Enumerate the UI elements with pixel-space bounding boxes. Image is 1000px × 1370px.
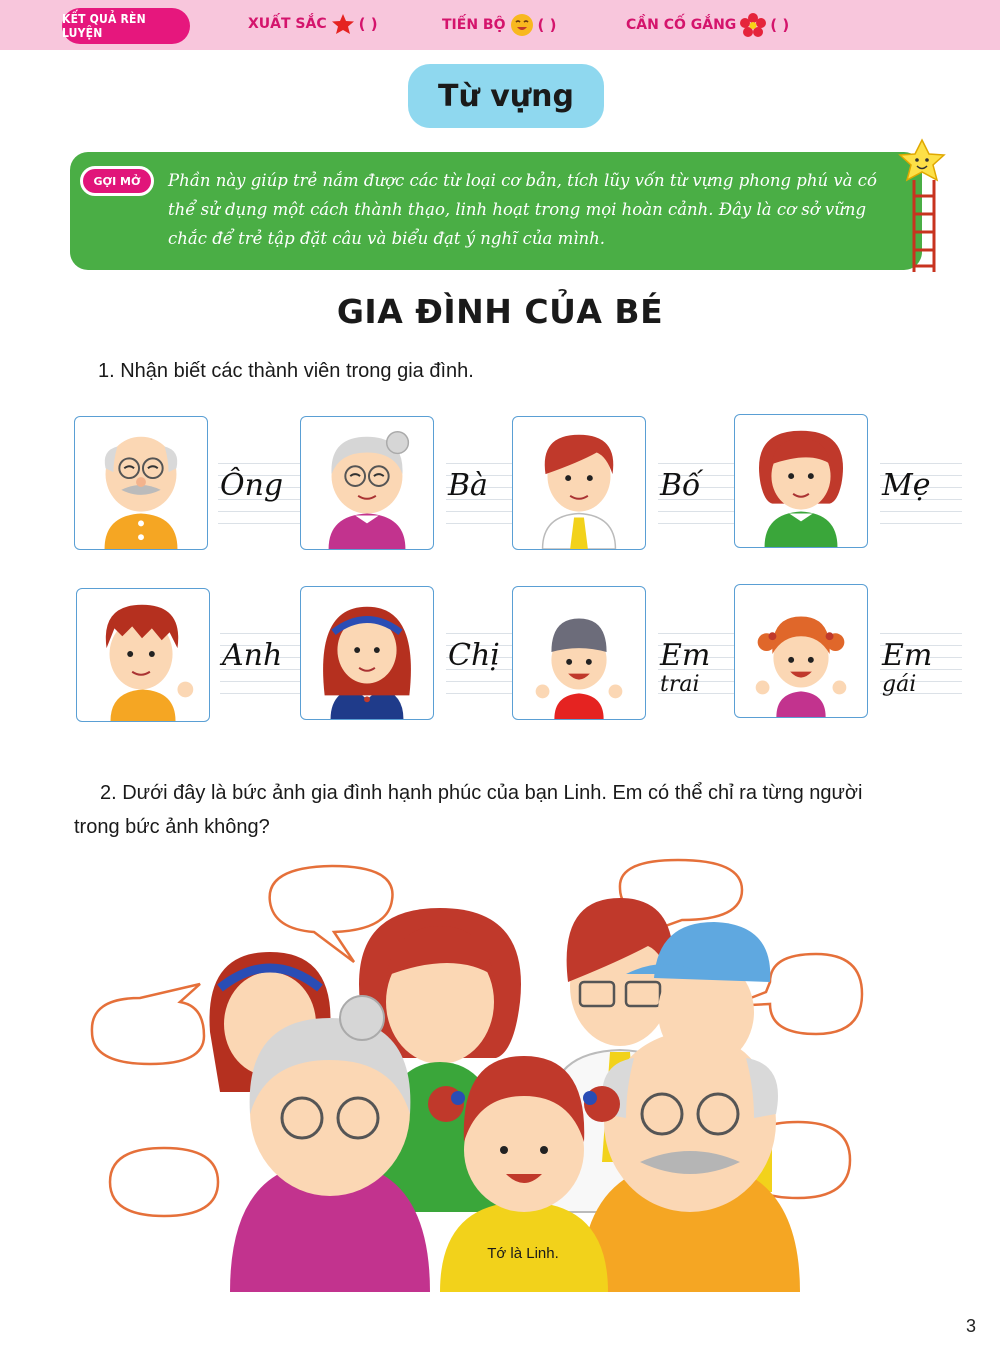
- rating-try-harder-box[interactable]: ( ): [770, 16, 790, 34]
- intro-box: [70, 152, 922, 270]
- linh-caption: Tớ là Linh.: [487, 1244, 559, 1262]
- word-father-text: Bố: [660, 468, 701, 503]
- card-younger-sister: [734, 584, 868, 718]
- page-title: Từ vựng: [408, 64, 604, 128]
- section-title: GIA ĐÌNH CỦA BÉ: [336, 292, 664, 331]
- card-older-sister: [300, 586, 434, 720]
- word-father: [658, 452, 740, 532]
- rating-progress-label: TIẾN BỘ: [442, 17, 506, 33]
- rating-excellent-label: XUẤT SẮC: [248, 16, 327, 32]
- word-grandfather: [218, 452, 300, 532]
- card-mother: [734, 414, 868, 548]
- flower-icon: [740, 13, 766, 37]
- word-older-brother-text: Anh: [222, 638, 283, 673]
- word-older-brother: [220, 622, 302, 702]
- smiley-icon: [510, 13, 534, 37]
- word-grandfather-text: Ông: [220, 468, 284, 503]
- word-grandmother-text: Bà: [448, 468, 488, 503]
- word-younger-sister-text-2: gái: [882, 672, 917, 697]
- rating-progress[interactable]: [442, 13, 556, 37]
- intro-text: Phần này giúp trẻ nắm được các từ loại cơ bản, tích lũy vốn từ vựng phong phú và có thể sử dụng một cách thành thạo, linh hoạt trong mọi hoàn cảnh. Đây là cơ sở vững chắc để trẻ tập đặt câu và biểu đạt ý nghĩ của mình.: [168, 171, 877, 248]
- results-tag: KẾT QUẢ RÈN LUYỆN: [62, 8, 190, 44]
- page-number: 3: [965, 1316, 976, 1336]
- word-younger-brother-text-2: trai: [660, 672, 700, 697]
- mother-illustration: [735, 415, 867, 547]
- rating-try-harder-label: CẦN CỐ GẮNG: [626, 17, 737, 33]
- question-2-line-2: trong bức ảnh không?: [74, 816, 270, 838]
- rating-progress-box[interactable]: ( ): [537, 16, 557, 34]
- word-mother-text: Mẹ: [882, 468, 931, 503]
- grandfather-illustration: [75, 417, 207, 549]
- word-younger-sister-text: Em: [882, 638, 933, 673]
- card-younger-brother: [512, 586, 646, 720]
- older-sister-illustration: [301, 587, 433, 719]
- word-younger-brother-text: Em: [660, 638, 711, 673]
- word-older-sister-text: Chị: [448, 638, 500, 673]
- older-brother-illustration: [77, 589, 209, 721]
- rating-excellent[interactable]: [248, 13, 378, 35]
- star-icon: [331, 13, 355, 35]
- word-younger-sister: [880, 622, 962, 702]
- younger-sister-illustration: [735, 585, 867, 717]
- word-younger-brother: [658, 622, 740, 702]
- card-father: [512, 416, 646, 550]
- card-grandmother: [300, 416, 434, 550]
- question-2-line-1: 2. Dưới đây là bức ảnh gia đình hạnh phúc của bạn Linh. Em có thể chỉ ra từng người: [100, 782, 863, 804]
- younger-brother-illustration: [513, 587, 645, 719]
- rating-excellent-box[interactable]: ( ): [358, 15, 378, 33]
- intro-tag: GỢI MỞ: [80, 166, 154, 196]
- card-grandfather: [74, 416, 208, 550]
- star-ladder-icon: [890, 138, 954, 274]
- question-1: 1. Nhận biết các thành viên trong gia đình.: [98, 360, 474, 382]
- grandmother-illustration: [301, 417, 433, 549]
- results-strip: [0, 0, 1000, 50]
- rating-try-harder[interactable]: [626, 13, 789, 37]
- word-mother: [880, 452, 962, 532]
- father-illustration: [513, 417, 645, 549]
- card-older-brother: [76, 588, 210, 722]
- family-photo-illustration: [80, 852, 950, 1292]
